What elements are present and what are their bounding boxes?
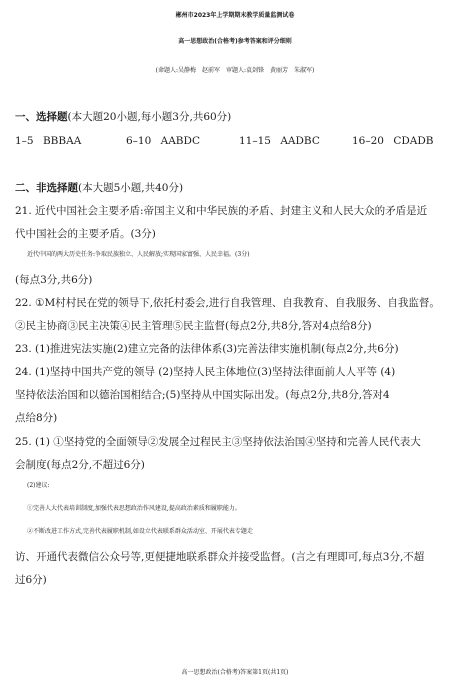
answer-line: 23. (1)推进宪法实施(2)建立完备的法律体系(3)完善法律实施机制(每点2分,共6分) [15, 343, 399, 355]
section1-heading [15, 109, 457, 124]
section2-heading [15, 180, 457, 195]
section1-note: (本大题20小题,每小题3分,共60分) [67, 111, 232, 123]
page-footer: 高一思想政治(合格考)答案第1页(共1页) [181, 669, 289, 676]
answer-line: (2)建议: [27, 482, 50, 489]
page-subtitle: 高一思想政治(合格考)参考答案和评分细则 [178, 38, 292, 45]
answer-line: 点给8分) [15, 412, 58, 424]
answer-line: 22. ①M村村民在党的领导下,依托村委会,进行自我管理、自我教育、自我服务、自我监督。 [15, 297, 440, 309]
answer-line: 25. (1) ①坚持党的全面领导②发展全过程民主③坚持依法治国④坚持和完善人民代表大 [15, 436, 421, 448]
author-credits: (命题人:吴静梅 赵前军 审题人:袁剑锋 黄丽芳 朱淑军) [155, 67, 315, 74]
answer-line: 代中国社会的主要矛盾。(3分) [15, 228, 156, 240]
answer-range: 6–10 [126, 135, 152, 147]
section2-note: (本大题5小题,共40分) [78, 182, 184, 194]
answer-line: ②不断改进工作方式,完善代表履职机制,如设立代表联系群众活动室、开展代表专题走 [27, 528, 253, 535]
answer-group [126, 135, 200, 147]
section1-title: 一、选择题 [15, 111, 68, 123]
answer-line: 过6分) [15, 574, 47, 586]
answer-letters: AABDC [160, 135, 200, 147]
answer-group [15, 135, 81, 147]
answer-line: 坚持依法治国和以德治国相结合;(5)坚持从中国实际出发。(每点2分,共8分,答对4 [15, 389, 390, 401]
answer-letters: CDADB [393, 135, 434, 147]
answer-range: 1–5 [15, 135, 34, 147]
answer-line: ①完善人大代表培训制度,加强代表思想政治作风建设,提高政治素质和履职能力。 [27, 505, 241, 512]
answer-line: ②民主协商③民主决策④民主管理⑤民主监督(每点2分,共8分,答对4点给8分) [15, 320, 372, 332]
answer-range: 16–20 [352, 135, 384, 147]
answer-letters: BBBAA [42, 135, 82, 147]
page-title: 郴州市2023年上学期期末教学质量监测试卷 [175, 12, 295, 19]
answer-group [352, 135, 434, 147]
section2-title: 二、非选择题 [15, 182, 78, 194]
answer-letters: AADBC [280, 135, 320, 147]
answer-line: 24. (1)坚持中国共产党的领导 (2)坚持人民主体地位(3)坚持法律面前人人平等 (4) [15, 366, 396, 378]
answer-line: 近代中国的两大历史任务:争取民族独立、人民解放;实现国家富强、人民幸福。(3分) [27, 251, 250, 258]
answer-line: 21. 近代中国社会主要矛盾:帝国主义和中华民族的矛盾、封建主义和人民大众的矛盾是近 [15, 205, 428, 217]
answer-range: 11–15 [239, 135, 271, 147]
answer-line: (每点3分,共6分) [15, 274, 93, 286]
answer-line: 访、开通代表微信公众号等,更便捷地联系群众并接受监督。(言之有理即可,每点3分,不超 [15, 551, 425, 563]
answer-line: 会制度(每点2分,不超过6分) [15, 459, 145, 471]
answer-group [239, 135, 320, 147]
